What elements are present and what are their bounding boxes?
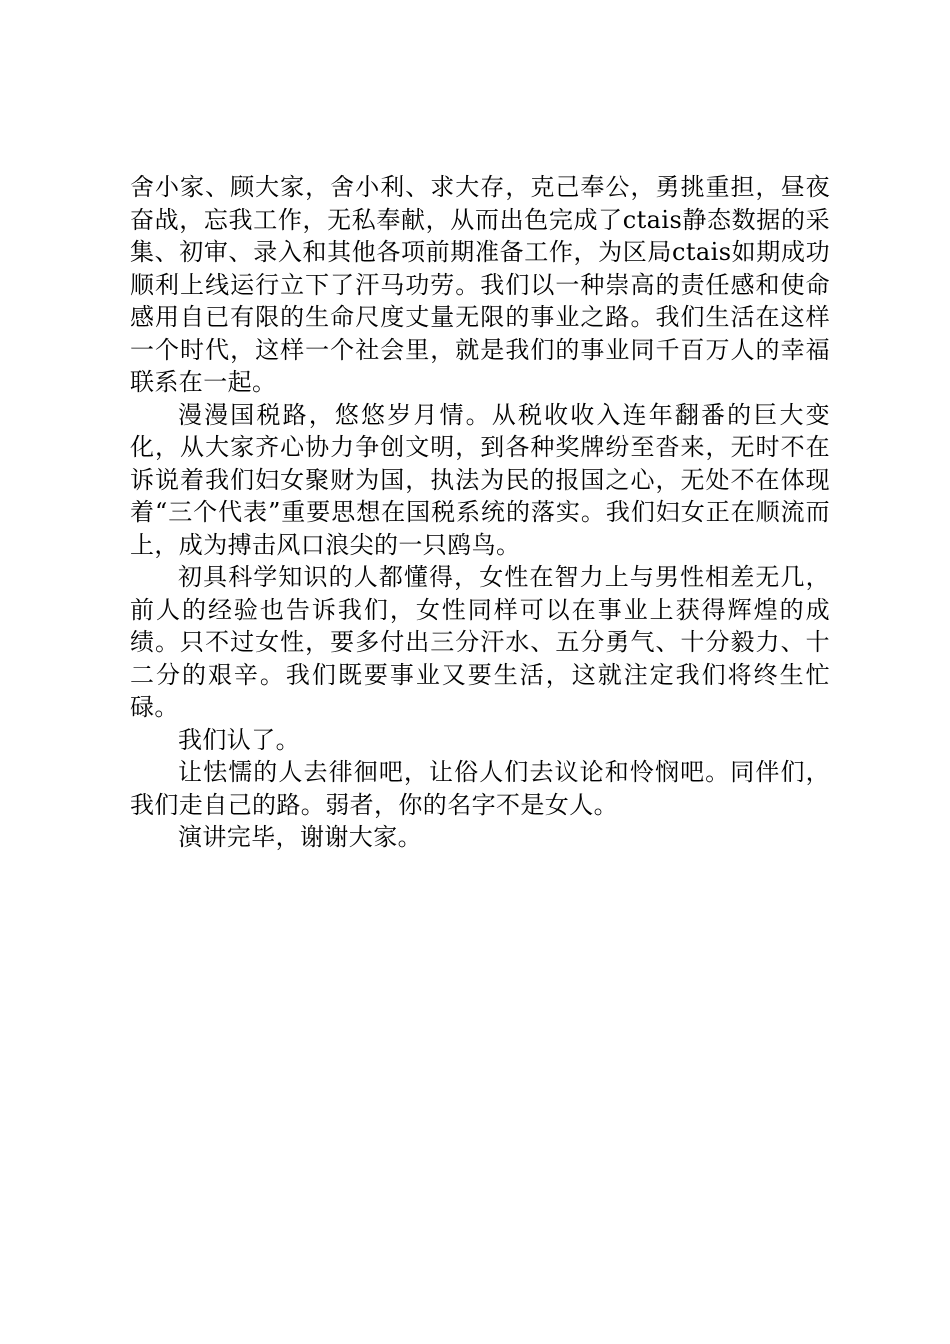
paragraph-6: 演讲完毕，谢谢大家。	[178, 823, 422, 851]
paragraph-3: 初具科学知识的人都懂得，女性在智力上与男性相差无几，前人的经验也告诉我们，女性同样可以在事业上获得辉煌的成绩。只不过女性，要多付出三分汗水、五分勇气、十分毅力、十二分的艰辛。我们既要事业又要生活，这就注定我们将终生忙碌。	[130, 563, 830, 721]
paragraph-4: 我们认了。	[178, 725, 300, 754]
paragraph-5: 让怯懦的人去徘徊吧，让俗人们去议论和怜悯吧。同伴们，我们走自己的路。弱者，你的名字不是女人。	[130, 758, 830, 819]
document-body	[130, 171, 830, 854]
paragraph-1: 舍小家、顾大家，舍小利、求大存，克己奉公，勇挑重担，昼夜奋战，忘我工作，无私奉献，从而出色完成了ctais静态数据的采集、初审、录入和其他各项前期准备工作，为区局ctais如期成功顺利上线运行立下了汗马功劳。我们以一种崇高的责任感和使命感用自已有限的生命尺度丈量无限的事业之路。我们生活在这样一个时代，这样一个社会里，就是我们的事业同千百万人的幸福联系在一起。	[130, 173, 830, 396]
paragraph-2: 漫漫国税路，悠悠岁月情。从税收收入连年翻番的巨大变化，从大家齐心协力争创文明，到各种奖牌纷至沓来，无时不在诉说着我们妇女聚财为国，执法为民的报国之心，无处不在体现着“三个代表”重要思想在国税系统的落实。我们妇女正在顺流而上，成为搏击风口浪尖的一只鸥鸟。	[130, 400, 830, 559]
